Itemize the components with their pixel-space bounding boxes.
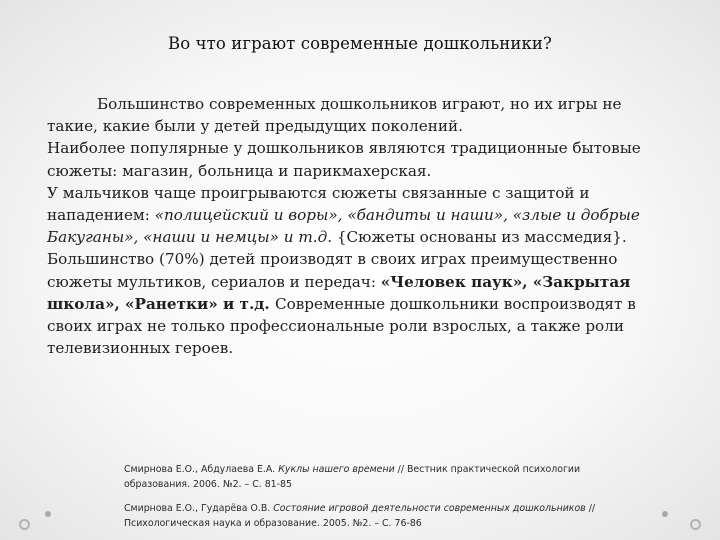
reference-2-title: Состояние игровой деятельности современных дошкольников	[273, 503, 586, 514]
reference-1-source: // Вестник практической психологии образования. 2006. №2. – С. 81-85	[124, 464, 581, 490]
paragraph-2: Наиболее популярные у дошкольников являются традиционные бытовые сюжеты: магазин, больница и парикмахерская.	[47, 139, 641, 180]
decorative-dot-right	[662, 511, 668, 517]
paragraph-3-start: У мальчиков чаще проигрываются сюжеты связанные с защитой и нападением:	[47, 183, 590, 225]
paragraph-4	[47, 248, 665, 359]
play-examples: «полицейский и воры», «бандиты и наши», «злые и добрые Бакуганы», «наши и немцы» и т.д.	[47, 206, 640, 247]
paragraph-4-mid: и т.д.	[217, 294, 275, 313]
paragraph-3	[47, 182, 665, 249]
reference-2	[124, 501, 644, 531]
reference-2-authors: Смирнова Е.О., Гударёва О.В.	[124, 503, 274, 514]
reference-2-source: // Психологическая наука и образование. 2005. №2. – С. 76-86	[124, 503, 596, 529]
paragraph-4-start: Большинство (70%) детей производят в своих играх преимущественно сюжеты мультиков, сериалов и передач:	[47, 250, 618, 291]
paragraph-1: Большинство современных дошкольников играют, но их игры не такие, какие были у детей предыдущих поколений.	[47, 95, 622, 136]
body-text	[47, 93, 665, 359]
reference-1-title: Куклы нашего времени	[278, 464, 395, 475]
decorative-ring-left	[19, 519, 30, 530]
reference-1-authors: Смирнова Е.О., Абдулаева Е.А.	[124, 464, 279, 475]
decorative-ring-right	[690, 519, 701, 530]
show-titles: «Человек паук», «Закрытая школа», «Ранетки»	[47, 272, 631, 313]
references	[124, 462, 644, 540]
paragraph-4-end: Современные дошкольники воспроизводят в своих играх не только профессиональные роли взрослых, а также роли телевизионных героев.	[47, 294, 636, 358]
slide-title: Во что играют современные дошкольники?	[168, 34, 552, 53]
reference-1	[124, 462, 644, 492]
decorative-dot-left	[45, 511, 51, 517]
paragraph-3-end: {Сюжеты основаны из массмедия}.	[332, 228, 627, 247]
